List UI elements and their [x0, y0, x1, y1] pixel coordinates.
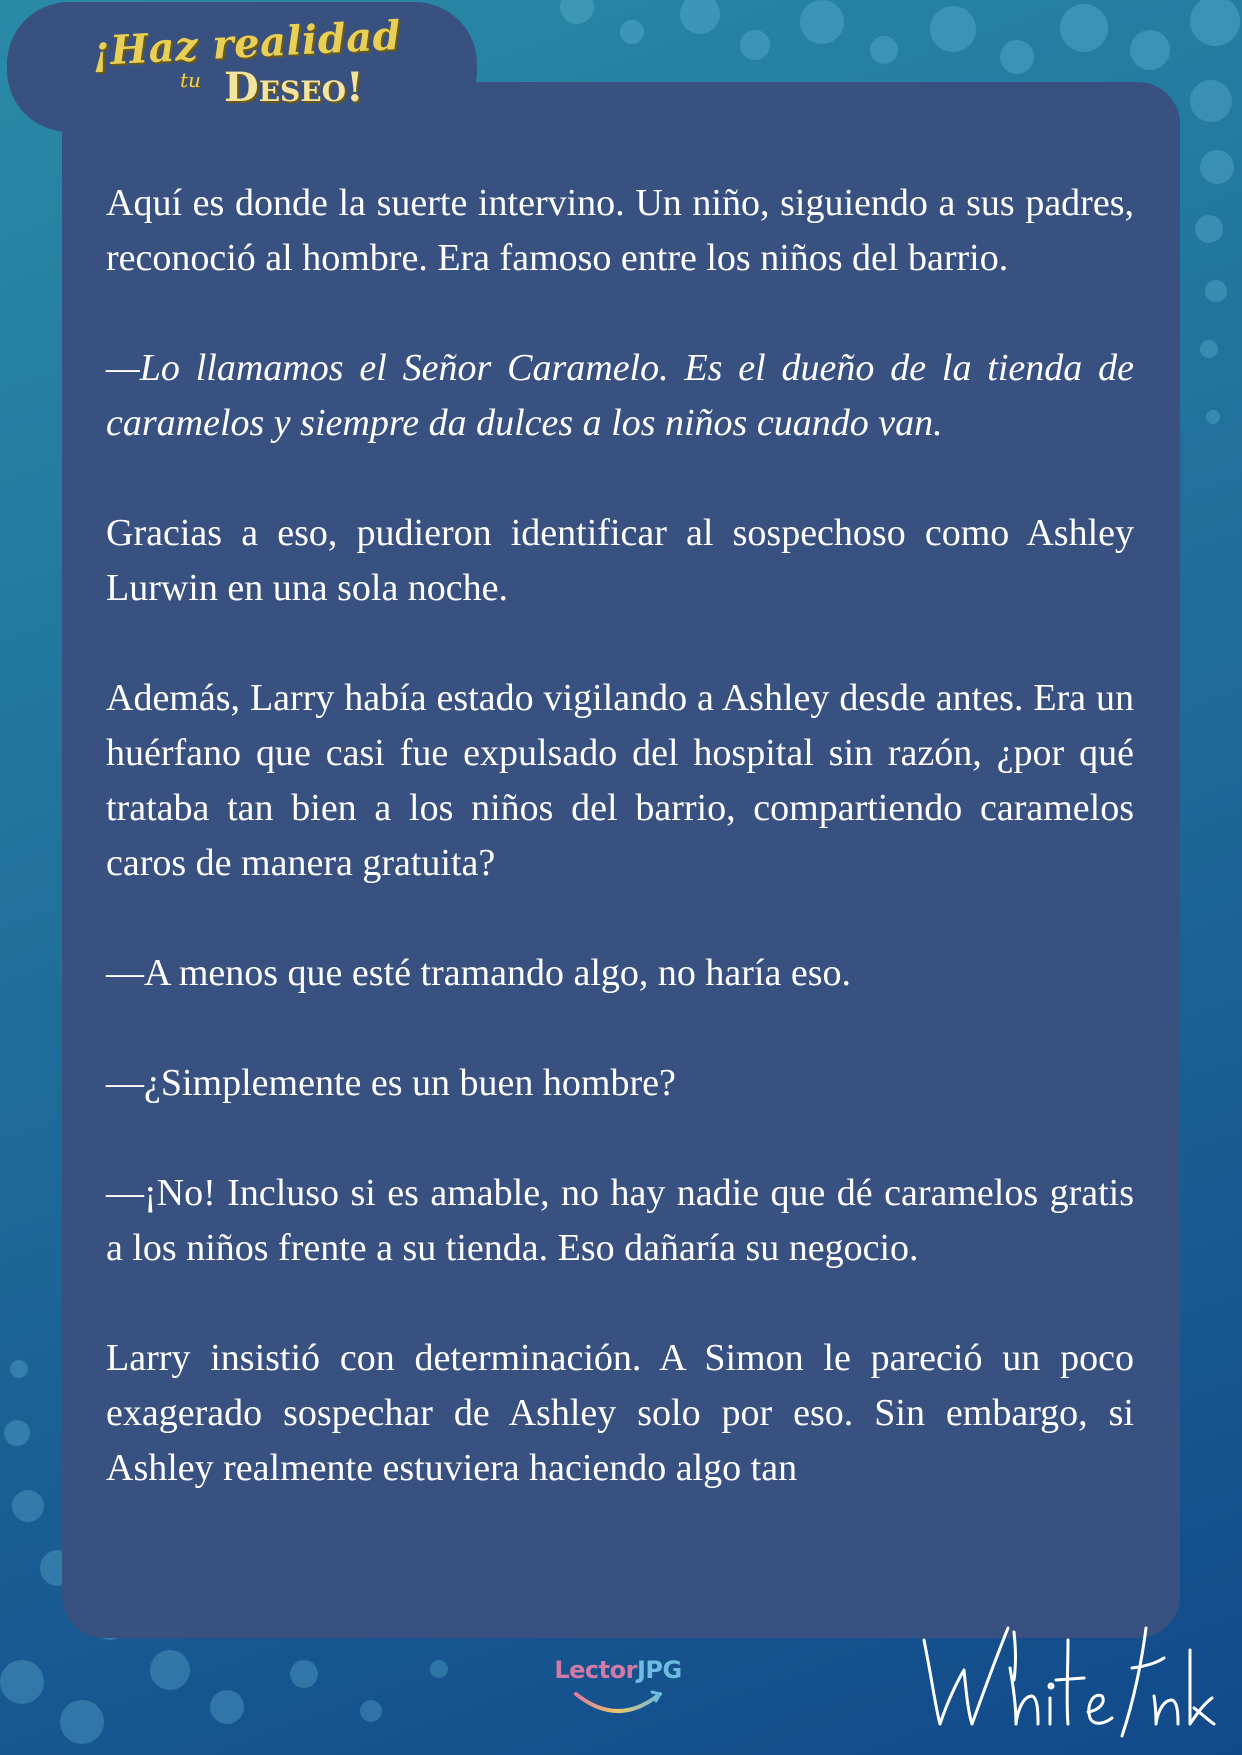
paragraph: —A menos que esté tramando algo, no haría eso.: [106, 952, 852, 994]
logo-line-1: ¡Haz realidad: [90, 11, 403, 76]
smile-arc-icon: [570, 1688, 666, 1722]
lectorjpg-watermark: [548, 1656, 688, 1728]
paragraph: —Lo llamamos el Señor Caramelo. Es el dueño de la tienda de caramelos y siempre da dulces a los niños cuando van.: [106, 347, 1134, 444]
white-ink-signature: [918, 1620, 1218, 1740]
logo: [90, 11, 403, 120]
paragraph: Larry insistió con determinación. A Simon le pareció un poco exagerado sospechar de Ashley solo por eso. Sin embargo, si Ashley realmente estuviera haciendo algo tan: [106, 1337, 1134, 1489]
paragraph: —¿Simplemente es un buen hombre?: [106, 1062, 676, 1104]
watermark-text-jpg: JPG: [636, 1656, 682, 1684]
watermark-text: [548, 1656, 688, 1684]
logo-line-3: Deseo!: [224, 64, 364, 111]
logo-line-2: tu: [180, 68, 201, 92]
watermark-text-lector: Lector: [554, 1656, 637, 1684]
story-text: [106, 176, 1134, 1551]
paragraph: Aquí es donde la suerte intervino. Un niño, siguiendo a sus padres, reconoció al hombre. Era famoso entre los niños del barrio.: [106, 182, 1134, 279]
paragraph: Gracias a eso, pudieron identificar al sospechoso como Ashley Lurwin en una sola noche.: [106, 512, 1134, 609]
paragraph: Además, Larry había estado vigilando a Ashley desde antes. Era un huérfano que casi fue expulsado del hospital sin razón, ¿por qué trataba tan bien a los niños del barrio, compartiendo caramelos caros de manera gratuita?: [106, 677, 1134, 884]
paragraph: —¡No! Incluso si es amable, no hay nadie que dé caramelos gratis a los niños frente a su tienda. Eso dañaría su negocio.: [106, 1172, 1134, 1269]
